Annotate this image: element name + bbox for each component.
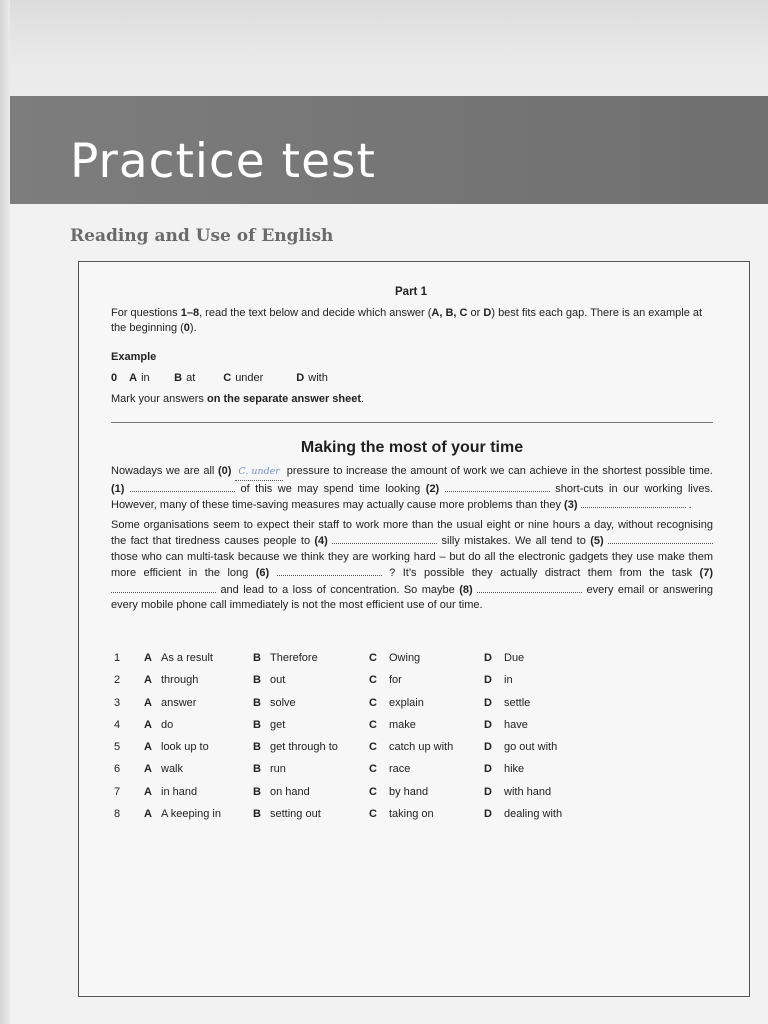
question-box [78, 261, 750, 997]
option-a[interactable]: A keeping in [161, 808, 221, 821]
passage-text: Some organisations seem to expect their staff to work more than the usual eight or nine hours a day, without recognising the fact that tiredness causes people to [111, 518, 713, 547]
mark-text: Mark your answers [111, 393, 207, 405]
option-a[interactable]: look up to [161, 741, 209, 754]
options-row-4 [111, 719, 713, 741]
option-d[interactable]: Due [504, 652, 525, 664]
option-d[interactable]: in [504, 674, 513, 687]
option-c[interactable]: Owing [389, 652, 421, 664]
option-letter-a: A [144, 741, 152, 754]
option-letter-c: C [369, 808, 377, 821]
option-b[interactable]: get through to [270, 741, 338, 754]
option-letter-d: D [484, 808, 492, 821]
option-d[interactable]: hike [504, 763, 525, 776]
options-row-6 [111, 763, 713, 785]
option-letter-d: D [484, 674, 492, 687]
option-d[interactable]: settle [504, 696, 531, 709]
options-row-5 [111, 741, 713, 763]
option-d[interactable]: dealing with [504, 808, 563, 821]
option-letter-b: B [253, 696, 261, 709]
options-row-7 [111, 786, 713, 808]
option-d[interactable]: go out with [504, 741, 558, 754]
passage-text: silly mistakes. We all tend to [437, 535, 591, 547]
instructions-letter-d: D [483, 307, 492, 319]
gap-8-number: (8) [459, 583, 473, 596]
mark-instruction [111, 392, 364, 407]
instructions-text: , read the text below and decide which answer ( [199, 307, 432, 319]
instructions-letters: A, B, C [431, 307, 468, 319]
gap-3-blank[interactable] [581, 497, 686, 508]
option-letter-b: B [253, 674, 261, 687]
option-c[interactable]: race [389, 763, 411, 776]
option-b[interactable]: setting out [270, 808, 321, 821]
mark-emphasis: on the separate answer sheet [206, 393, 362, 405]
option-b[interactable]: run [270, 763, 286, 776]
options-row-8 [111, 808, 713, 830]
example-option-a: in [141, 372, 150, 384]
gap-2-blank[interactable] [445, 481, 550, 492]
question-number: 6 [114, 763, 121, 776]
passage-text: . [685, 499, 692, 511]
option-letter-d: D [484, 741, 492, 754]
option-letter-b: B [253, 652, 261, 664]
question-number: 1 [114, 652, 121, 664]
option-letter-c: C [369, 741, 377, 754]
option-c[interactable]: taking on [389, 808, 434, 821]
handwritten-answer: C. under [235, 464, 283, 481]
example-option-d: with [308, 372, 328, 384]
question-number: 4 [114, 718, 121, 731]
question-number: 3 [114, 696, 121, 709]
gap-3-number: (3) [564, 499, 578, 511]
options-row-2 [111, 674, 713, 696]
option-letter-d: D [484, 785, 492, 798]
instructions-text: ) best fits each gap. There is an example at the beginning ( [111, 307, 703, 334]
example-option-b: at [186, 372, 196, 384]
example-number: 0 [111, 372, 118, 384]
option-letter-d: D [484, 718, 492, 731]
gap-4-number: (4) [314, 535, 328, 547]
example-letter-d: D [296, 372, 305, 384]
option-letter-a: A [144, 696, 152, 709]
passage [111, 464, 713, 618]
example-letter-a: A [129, 372, 138, 384]
gap-6-blank[interactable] [277, 565, 382, 576]
passage-text: pressure to increase the amount of work we can achieve in the shortest possible time. [283, 465, 713, 477]
gap-5-number: (5) [590, 535, 604, 547]
scan-shadow [0, 0, 768, 96]
example-label: Example [111, 351, 157, 363]
option-letter-a: A [144, 718, 152, 731]
option-c[interactable]: for [389, 674, 402, 687]
question-number: 5 [114, 741, 121, 754]
gap-1-blank[interactable] [130, 481, 235, 492]
option-b[interactable]: Therefore [270, 652, 318, 664]
option-c[interactable]: catch up with [389, 741, 454, 754]
gap-7-number: (7) [699, 567, 713, 579]
option-c[interactable]: make [389, 718, 416, 731]
option-letter-a: A [144, 652, 152, 664]
option-a[interactable]: do [161, 718, 174, 731]
instructions-range: 1–8 [180, 307, 200, 319]
section-title: Reading and Use of English [70, 226, 334, 246]
option-a[interactable]: walk [161, 763, 184, 776]
example-row [111, 371, 711, 386]
option-a[interactable]: As a result [161, 652, 213, 664]
instructions-text: or [467, 307, 484, 319]
example-letter-b: B [174, 372, 183, 384]
example-option-c: under [235, 372, 264, 384]
gap-5-blank[interactable] [608, 533, 713, 544]
passage-heading: Making the most of your time [300, 439, 524, 456]
gap-0-number: (0) [218, 465, 232, 477]
instructions-text: ). [189, 322, 197, 334]
option-c[interactable]: explain [389, 696, 424, 709]
divider [111, 422, 713, 423]
passage-paragraph-2 [111, 518, 713, 614]
options-row-3 [111, 697, 713, 719]
instructions-text: For questions [111, 307, 181, 319]
question-number: 8 [114, 808, 121, 821]
option-d[interactable]: with hand [504, 785, 552, 798]
option-letter-c: C [369, 718, 377, 731]
passage-text: of this we may spend time looking [234, 482, 426, 495]
gap-8-blank[interactable] [477, 582, 582, 593]
option-c[interactable]: by hand [389, 785, 429, 798]
option-a[interactable]: through [161, 674, 199, 687]
gap-4-blank[interactable] [332, 533, 437, 544]
option-letter-c: C [369, 674, 377, 687]
option-d[interactable]: have [504, 718, 528, 731]
option-letter-b: B [253, 785, 261, 798]
gap-2-number: (2) [425, 482, 440, 495]
passage-text: and lead to a loss of concentration. So maybe [216, 583, 460, 596]
instructions-zero: 0 [183, 322, 190, 334]
question-number: 2 [114, 674, 121, 687]
passage-text: every email or answering every mobile phone call immediately is not the most efficient use of our time. [111, 583, 713, 611]
passage-text: Nowadays we are all [111, 465, 218, 477]
page-title: Practice test [70, 134, 376, 189]
instructions [111, 306, 711, 336]
gap-1-number: (1) [111, 482, 125, 495]
option-letter-b: B [253, 763, 261, 776]
options-list [111, 652, 713, 830]
option-b[interactable]: solve [270, 696, 296, 709]
passage-text: ? It’s possible they actually distract them from the task [381, 567, 700, 579]
option-letter-a: A [144, 763, 152, 776]
option-letter-c: C [369, 763, 377, 776]
option-letter-d: D [484, 652, 492, 664]
question-number: 7 [114, 785, 121, 798]
option-letter-d: D [484, 763, 492, 776]
option-letter-b: B [253, 718, 261, 731]
mark-text: . [361, 393, 365, 405]
option-b[interactable]: out [270, 674, 286, 687]
part-label: Part 1 [395, 286, 427, 298]
option-letter-c: C [369, 696, 377, 709]
gap-6-number: (6) [255, 567, 270, 579]
gap-7-blank[interactable] [111, 582, 216, 593]
option-a[interactable]: answer [161, 696, 197, 709]
option-letter-c: C [369, 785, 377, 798]
passage-text: short-cuts in our working lives. However, many of these time-saving measures may actually cause more problems than they [111, 482, 714, 511]
option-letter-b: B [253, 808, 261, 821]
passage-paragraph-1 [111, 464, 713, 514]
option-b[interactable]: on hand [270, 785, 310, 798]
example-letter-c: C [223, 372, 232, 384]
options-row-1 [111, 652, 713, 674]
option-letter-d: D [484, 696, 492, 709]
option-a[interactable]: in hand [161, 785, 198, 798]
option-letter-b: B [253, 741, 261, 754]
passage-text: those who can multi-task because we think they are working hard – but do all the electronic gadgets they use make them more efficient in the long [111, 550, 713, 579]
option-letter-c: C [369, 652, 377, 664]
option-letter-a: A [144, 785, 152, 798]
option-letter-a: A [144, 808, 152, 821]
option-letter-a: A [144, 674, 152, 687]
option-b[interactable]: get [270, 718, 286, 731]
page-edge [0, 0, 10, 1024]
